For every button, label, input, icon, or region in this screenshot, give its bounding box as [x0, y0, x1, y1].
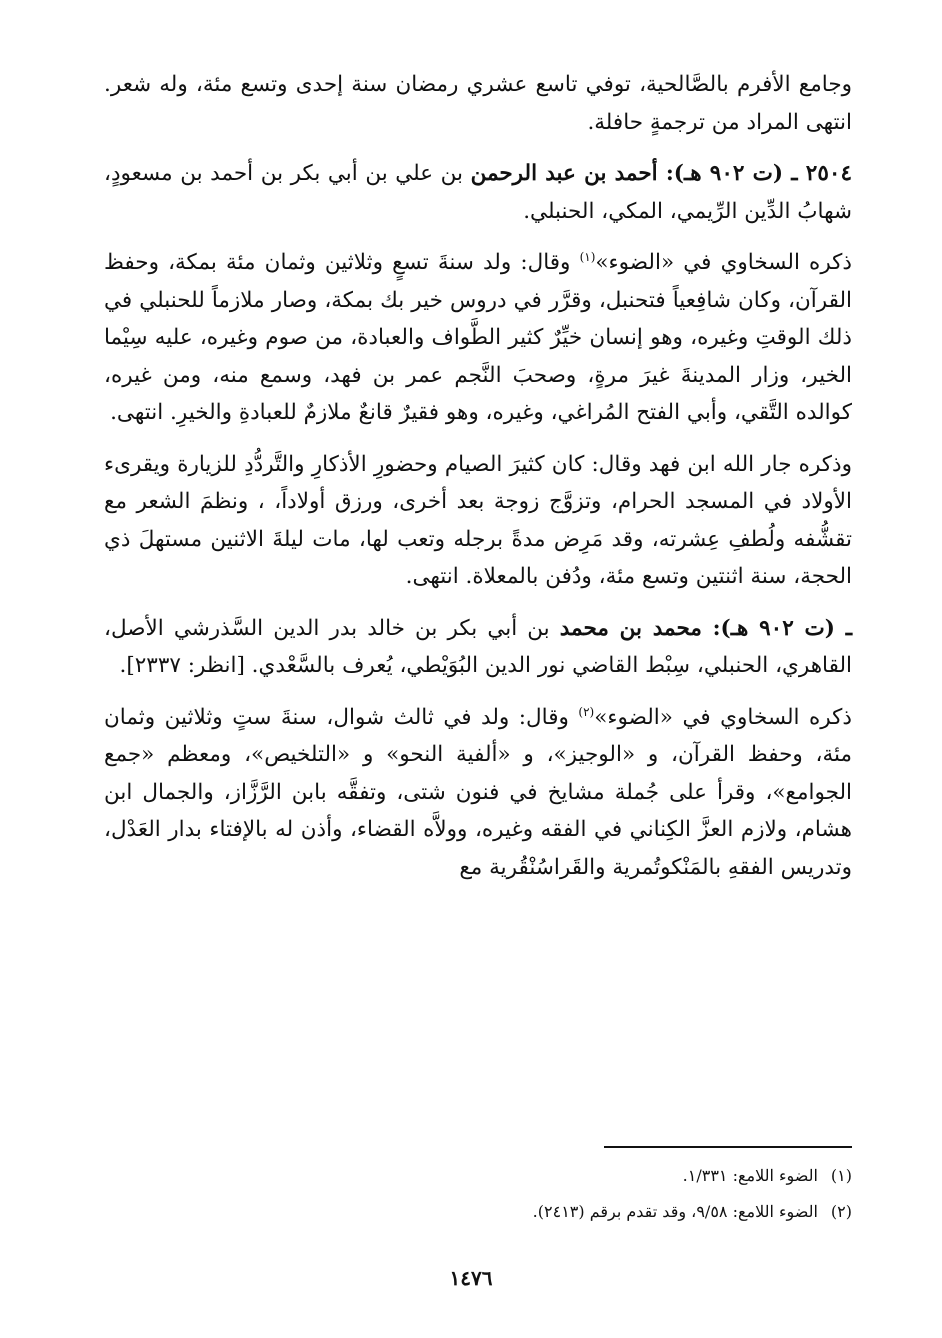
- page-number: ١٤٧٦: [449, 1266, 493, 1290]
- paragraph-text: وقال: ولد في ثالث شوال، سنةَ ستٍ وثلاثين وثمان مئة، وحفظ القرآن، و «الوجيز»، و «ألفية النحو» و «التلخيص»، ومعظم «جمع الجوامع»، وقرأ على جُملة مشايخ في فنون شتى، وتفقَّه بابن الرَّزَّاز، والجمال ابن هشام، ولازم العزَّ الكِناني في الفقه وغيره، وولاَّه القضاء، وأذن له بالإفتاء بدار العَدْل، وتدريس الفقهِ بالمَنْكوتُمرية والقَراسُنْقُرية مع: [104, 704, 852, 880]
- paragraph-text: ذكره السخاوي في «الضوء»: [594, 704, 852, 730]
- footnote-1: [104, 1158, 852, 1194]
- biography-entry-2504: [104, 155, 852, 230]
- paragraph-text: ذكره السخاوي في «الضوء»: [595, 250, 852, 275]
- paragraph-sakhawi-2: [104, 699, 852, 887]
- entry-name: محمد بن محمد: [559, 615, 702, 641]
- paragraph-continuation: وجامع الأفرم بالصَّالحية، توفي تاسع عشري رمضان سنة إحدى وتسع مئة، وله شعر. انتهى المراد من ترجمةٍ حافلة.: [104, 72, 852, 135]
- entry-lineage: بن أبي بكر بن خالد بدر الدين السَّذرشي الأصل، القاهري، الحنبلي، سِبْط القاضي نور الدين البُوَيْطي، يُعرف بالسَّعْدي. [انظر: ٢٣٣٧].: [104, 615, 852, 678]
- footnote-ref-1: (١): [579, 249, 596, 264]
- footnote-text: الضوء اللامع: ٩/٥٨، وقد تقدم برقم (٢٤١٣).: [532, 1202, 818, 1221]
- footnotes: [104, 1146, 852, 1230]
- page-body: [104, 66, 852, 886]
- paragraph-ibn-fahd: وذكره جار الله ابن فهد وقال: كان كثيرَ الصيام وحضورِ الأذكارِ والتَّردُّدِ للزيارة ويقرىء الأولاد في المسجد الحرام، وتزوَّج زوجة بعد أخرى، ورزق أولاداً، ، ونظمَ الشعر مع تقشُّفه ولُطفِ عِشرته، وقد مَرِض مدةً برجله وتعب لها، مات ليلةَ الاثنين مستهلَ ذي الحجة، سنة اثنتين وتسع مئة، ودُفن بالمعلاة. انتهى.: [104, 451, 852, 589]
- footnote-ref-2: (٢): [578, 704, 595, 719]
- footnote-number: (١): [830, 1166, 852, 1185]
- entry-number-date: ـ (ت ٩٠٢ هـ):: [701, 615, 853, 641]
- footnote-divider: [604, 1146, 852, 1148]
- entry-lineage: بن علي بن أبي بكر بن أحمد بن مسعودٍ، شهابُ الدِّين الرِّيمي، المكي، الحنبلي.: [104, 161, 852, 224]
- biography-entry-2: [104, 610, 852, 685]
- paragraph-text: وقال: ولد سنةَ تسعٍ وثلاثين وثمان مئة بمكة، وحفظ القرآن، وكان شافِعياً فتحنبل، وقرَّر في دروس خير بك بمكة، وصار ملازماً للحنبلي في ذلك الوقتِ وغيره، وهو إنسان خيِّرٌ كثير الطَّواف والعبادة، من صوم وغيره، عليه سِيْما الخير، وزار المدينةَ غيرَ مرةٍ، وصحبَ النَّجم عمر بن فهد، وسمع منه، ومن غيره، كوالده التَّقي، وأبي الفتح المُراغي، وغيره، وهو فقيرٌ قانعٌ ملازمٌ للعبادةِ والخيرِ. انتهى.: [104, 250, 852, 425]
- footnote-number: (٢): [830, 1202, 852, 1221]
- paragraph-sakhawi-1: [104, 244, 852, 432]
- footnote-2: [104, 1194, 852, 1230]
- entry-number-date: ٢٥٠٤ ـ (ت ٩٠٢ هـ):: [657, 161, 852, 186]
- footnote-text: الضوء اللامع: ١/٣٣١.: [682, 1166, 818, 1185]
- entry-name: أحمد بن عبد الرحمن: [470, 161, 658, 186]
